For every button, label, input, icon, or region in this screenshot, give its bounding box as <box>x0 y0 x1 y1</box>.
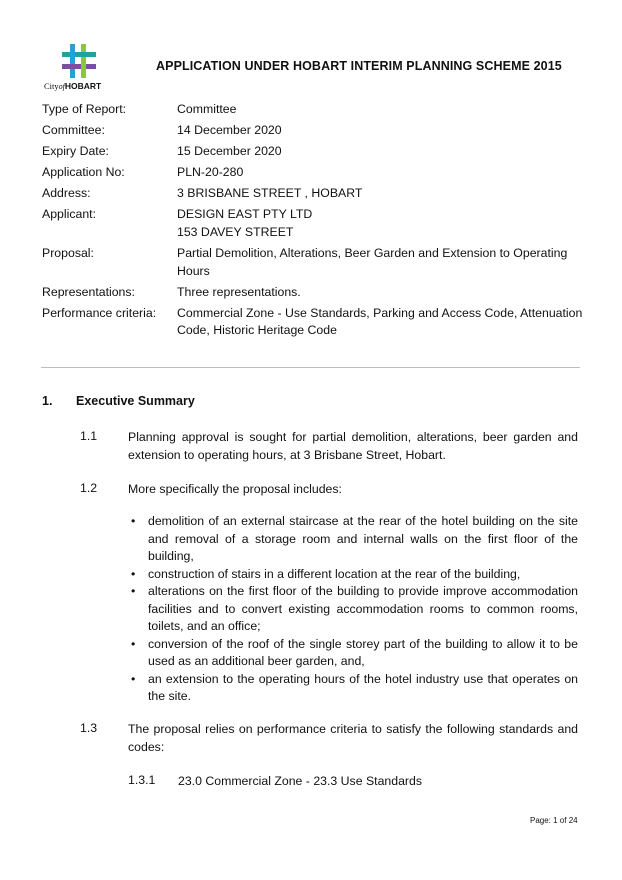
detail-value: 15 December 2020 <box>177 144 282 159</box>
detail-label: Type of Report: <box>42 102 127 116</box>
document-title: APPLICATION UNDER HOBART INTERIM PLANNING SCHEME 2015 <box>156 59 562 73</box>
section-divider <box>41 367 580 368</box>
detail-row-type <box>42 101 602 119</box>
logo-wordmark <box>44 81 118 91</box>
page-number: Page: 1 of 24 <box>530 816 578 825</box>
detail-value: DESIGN EAST PTY LTD 153 DAVEY STREET <box>177 207 313 239</box>
list-item: • an extension to the operating hours of the hotel industry use that operates on the site. <box>131 671 578 703</box>
detail-row-application-no <box>42 164 602 182</box>
list-item: • conversion of the roof of the single storey part of the building to allow it to be used as an additional beer garden, and, <box>131 636 578 668</box>
detail-label: Representations: <box>42 284 135 299</box>
detail-label: Committee: <box>42 123 105 138</box>
logo-word-city: City <box>44 81 59 91</box>
city-of-hobart-logo <box>44 44 118 98</box>
detail-label: Proposal: <box>42 246 94 261</box>
list-item: • demolition of an external staircase at the rear of the hotel building on the site and removal of a storage room and internal walls on the first floor of the building, <box>131 514 578 563</box>
detail-value: 14 December 2020 <box>177 123 282 138</box>
detail-label: Performance criteria: <box>42 305 157 320</box>
detail-value: Commercial Zone - Use Standards, Parking and Access Code, Attenuation Code, Historic Heritage Code <box>177 305 582 338</box>
list-item: • construction of stairs in a different location at the rear of the building, <box>128 566 578 584</box>
detail-row-expiry <box>42 143 602 161</box>
detail-value: Three representations. <box>177 284 301 299</box>
paragraph-number: 1.1 <box>80 429 98 443</box>
detail-row-applicant <box>42 206 602 241</box>
bullet-icon: • <box>131 514 136 528</box>
detail-value: PLN-20-280 <box>177 165 244 180</box>
bullet-icon: • <box>131 566 136 581</box>
detail-value: Committee <box>177 102 237 116</box>
detail-value: Partial Demolition, Alterations, Beer Garden and Extension to Operating Hours <box>177 246 568 278</box>
report-details <box>42 101 602 343</box>
detail-label: Applicant: <box>42 207 97 222</box>
detail-row-address <box>42 185 602 203</box>
detail-value: 3 BRISBANE STREET , HOBART <box>177 186 363 201</box>
bullet-icon: • <box>131 636 136 651</box>
section-number: 1. <box>42 394 53 408</box>
detail-label: Application No: <box>42 165 125 180</box>
paragraph-text: The proposal relies on performance criteria to satisfy the following standards and codes: <box>128 722 578 754</box>
logo-word-hobart: HOBART <box>64 81 102 91</box>
paragraph-number: 1.2 <box>80 481 98 495</box>
paragraph-text: Planning approval is sought for partial demolition, alterations, beer garden and extension to operating hours, at 3 Brisbane Street, Hobart. <box>128 430 578 462</box>
detail-row-representations <box>42 284 602 302</box>
bullet-icon: • <box>131 671 136 686</box>
logo-word-of: of <box>58 82 65 91</box>
paragraph-number: 1.3 <box>80 721 98 735</box>
hobart-emblem-icon <box>62 44 96 78</box>
detail-label: Address: <box>42 186 91 201</box>
detail-row-proposal <box>42 245 602 280</box>
detail-row-committee <box>42 122 602 140</box>
proposal-list <box>128 513 578 706</box>
subitem-number: 1.3.1 <box>128 773 156 787</box>
section-heading: Executive Summary <box>76 394 195 408</box>
detail-label: Expiry Date: <box>42 144 109 159</box>
detail-row-performance-criteria <box>42 305 602 340</box>
list-item: • alterations on the first floor of the building to provide improve accommodation facilities and to convert existing accommodation rooms to common rooms, toilets, and an office; <box>131 584 578 633</box>
subitem-text: 23.0 Commercial Zone - 23.3 Use Standards <box>178 774 423 788</box>
paragraph-text: More specifically the proposal includes: <box>128 482 342 496</box>
bullet-icon: • <box>131 584 136 598</box>
